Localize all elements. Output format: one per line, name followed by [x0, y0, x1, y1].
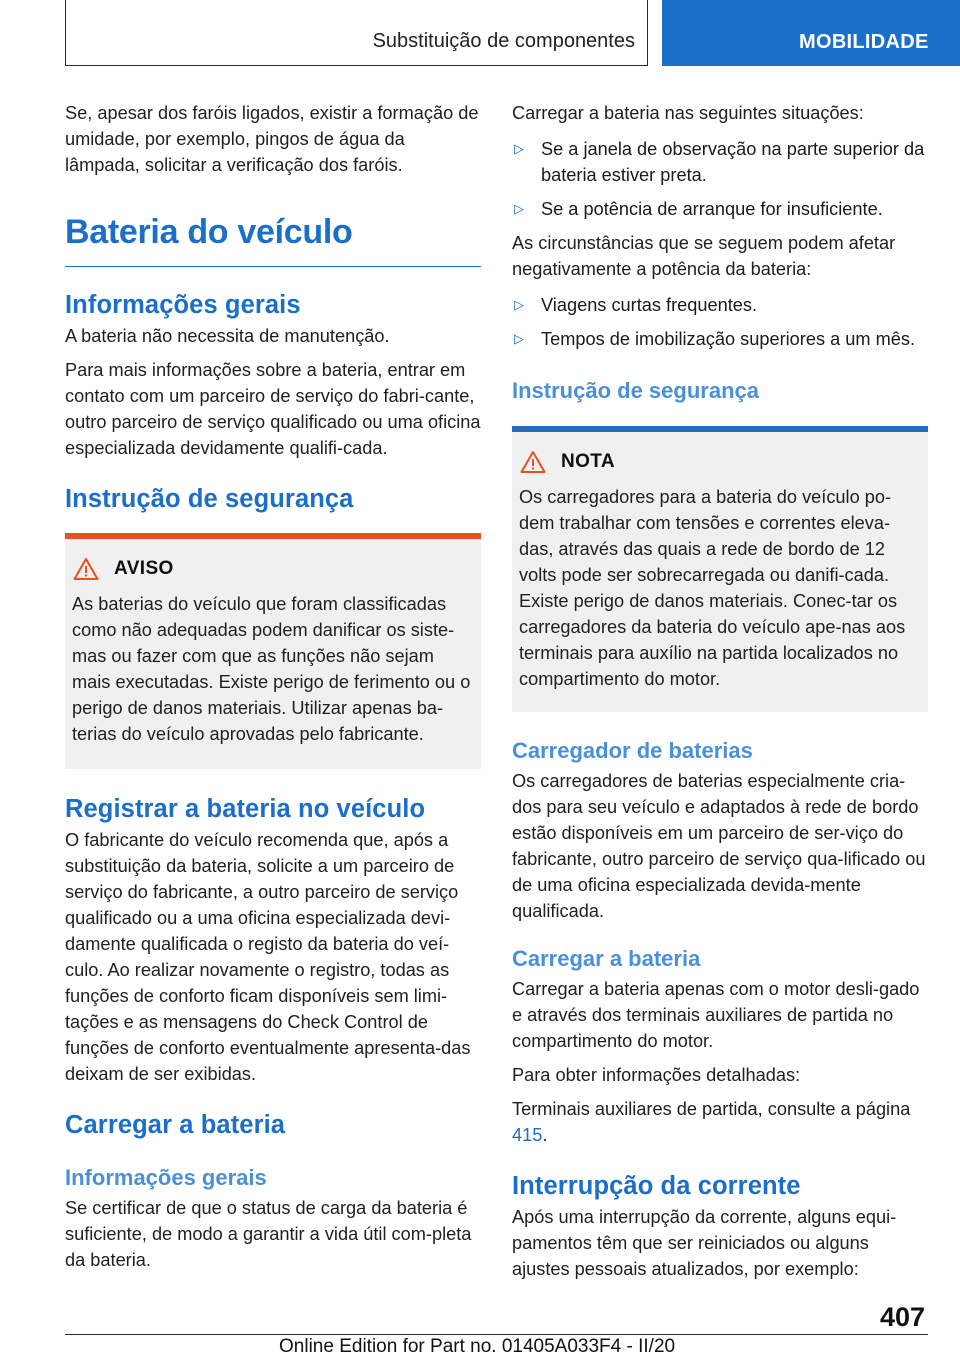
info-paragraph-2: Para mais informações sobre a bateria, entrar em contato com um parceiro de serviço do fabri-cante, outro parceiro de serviço qualificado ou uma oficina especializada devidamente qualifi-cada.: [65, 360, 481, 458]
safety-heading-right: Instrução de segurança: [512, 378, 759, 403]
chapter-tab[interactable]: [662, 0, 960, 66]
info-paragraph-1: A bateria não necessita de manutenção.: [65, 326, 390, 346]
chapter-title: MOBILIDADE: [799, 31, 929, 53]
note-text: Os carregadores para a bateria do veículo po-dem trabalhar com tensões e correntes eleva-das, através das quais a rede de bordo de 12 volts pode ser sobrecarregada ou danifi-cada. Existe perigo de danos materiais. Conec-tar os carregadores da bateria do veículo ape-nas aos terminais para auxílio na partida localizados no compartimento do motor.: [519, 487, 906, 689]
page-title: Bateria do veículo: [65, 212, 481, 267]
note-header: [512, 432, 928, 478]
page-header: [0, 0, 960, 66]
warning-header: [65, 539, 481, 585]
triangle-bullet-icon: ▷: [514, 201, 524, 216]
warning-triangle-icon: [73, 557, 99, 581]
page-number: 407: [880, 1302, 926, 1332]
situations-intro: Carregar a bateria nas seguintes situações:: [512, 103, 864, 123]
list-item: ▷ Se a potência de arranque for insuficiente.: [512, 196, 928, 222]
list-item: ▷ Tempos de imobilização superiores a um mês.: [512, 326, 928, 352]
intro-paragraph: Se, apesar dos faróis ligados, existir a formação de umidade, por exemplo, pingos de água da lâmpada, solicitar a verificação dos faróis.: [65, 103, 479, 175]
circumstances-intro: As circunstâncias que se seguem podem afetar negativamente a potência da bateria:: [512, 233, 896, 279]
reference-paragraph: Terminais auxiliares de partida, consulte a página 415.: [512, 1099, 911, 1145]
note-title: NOTA: [561, 451, 616, 472]
info-heading: Informações gerais: [65, 291, 301, 319]
warning-triangle-icon: [520, 450, 546, 474]
left-column: [65, 100, 481, 1273]
charge-paragraph: Carregar a bateria apenas com o motor desli-gado e através dos terminais auxiliares de partida no compartimento do motor.: [512, 979, 920, 1051]
list-item: ▷ Viagens curtas frequentes.: [512, 292, 928, 318]
list-item: ▷ Se a janela de observação na parte superior da bateria estiver preta.: [512, 136, 928, 188]
interrupt-heading: Interrupção da corrente: [512, 1172, 801, 1200]
interrupt-paragraph: Após uma interrupção da corrente, alguns equi-pamentos têm que ser reiniciados ou alguns ajustes pessoais atualizados, por exemplo:: [512, 1207, 897, 1279]
details-paragraph: Para obter informações detalhadas:: [512, 1065, 801, 1085]
note-box: [512, 426, 928, 712]
warning-box: [65, 533, 481, 769]
warning-title: AVISO: [114, 558, 174, 579]
charge-info-heading: Informações gerais: [65, 1165, 267, 1190]
footer-edition: Online Edition for Part no. 01405A033F4 - II/20: [279, 1336, 676, 1357]
charger-heading: Carregador de baterias: [512, 738, 753, 763]
circumstances-list: [512, 292, 928, 352]
section-title: Substituição de componentes: [372, 30, 635, 52]
register-paragraph: O fabricante do veículo recomenda que, após a substituição da bateria, solicite a um parceiro de serviço do fabricante, a outro parceiro de serviço qualificado ou a uma oficina especializada devi-damente qualificada o registo da bateria do veí-culo. Ao realizar novamente o registro, todas as funções de conforto ficam disponíveis sem limi-tações e as mensagens do Check Control de funções de conforto eventualmente apresenta-das deixam de ser exibidas.: [65, 830, 471, 1084]
charge-heading: Carregar a bateria: [65, 1111, 286, 1139]
triangle-bullet-icon: ▷: [514, 297, 524, 312]
triangle-bullet-icon: ▷: [514, 331, 524, 346]
register-heading: Registrar a bateria no veículo: [65, 795, 426, 823]
warning-text: As baterias do veículo que foram classificadas como não adequadas podem danificar os siste-mas ou fazer com que as funções não sejam mais executadas. Existe perigo de ferimento ou o perigo de danos materiais. Utilizar apenas ba-terias do veículo aprovadas pelo fabricante.: [72, 594, 471, 744]
right-column: [512, 100, 928, 1282]
section-title-box: [65, 0, 648, 66]
safety-heading: Instrução de segurança: [65, 485, 354, 513]
charge-info-paragraph: Se certificar de que o status de carga da bateria é suficiente, de modo a garantir a vida útil com-pleta da bateria.: [65, 1198, 472, 1270]
charger-paragraph: Os carregadores de baterias especialmente cria-dos para seu veículo e adaptados à rede de bordo estão disponíveis em um parceiro de ser-viço do fabricante, outro parceiro de serviço qua-lificado ou de uma oficina especializada devida-mente qualificada.: [512, 771, 926, 921]
charge-heading-right: Carregar a bateria: [512, 946, 701, 971]
situations-list: [512, 136, 928, 222]
triangle-bullet-icon: ▷: [514, 141, 524, 156]
page-reference-link[interactable]: 415: [512, 1125, 543, 1145]
footer-divider: [65, 1334, 928, 1335]
